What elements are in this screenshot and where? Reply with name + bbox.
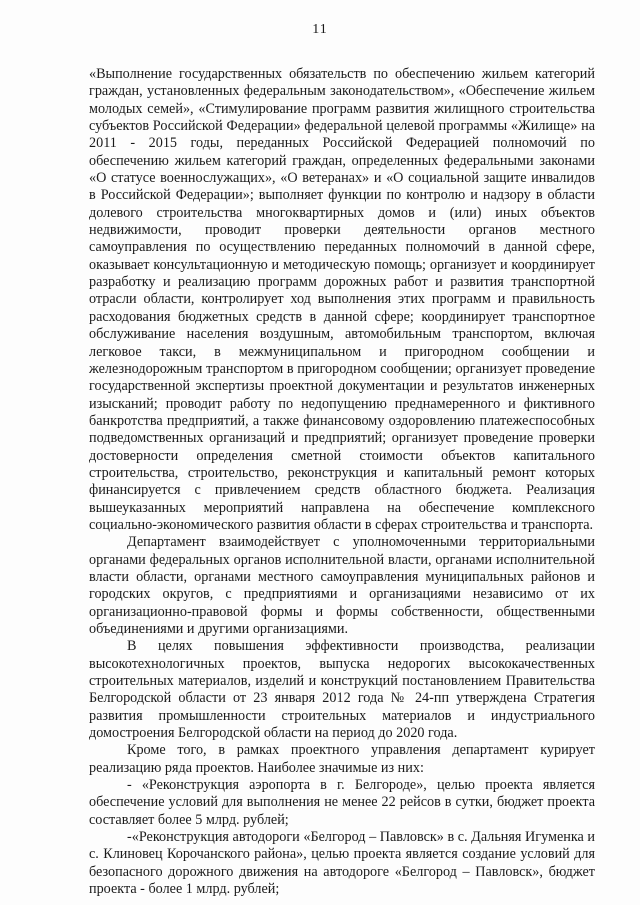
paragraph-department-interaction: Департамент взаимодействует с уполномоченными территориальными органами федеральных органов исполнительной власти, органами исполнительной власти области, органами местного самоуправления муниципальных районов и городских округов, с предприятиями и организациями независимо от их организационно-правовой формы и формы собственности, общественными объединениями и другими организациями.: [89, 534, 595, 637]
list-item-road-project: -«Реконструкция автодороги «Белгород – Павловск» в с. Дальняя Игуменка и с. Клиновец Корочанского района», целью проекта является создание условий для безопасного дорожного движения на автодороге «Белгород – Павловск», бюджет проекта - более 1 млрд. рублей;: [89, 829, 595, 898]
page-number: 11: [312, 22, 328, 37]
paragraph-projects-intro: Кроме того, в рамках проектного управления департамент курирует реализацию ряда проектов. Наиболее значимые из них:: [89, 742, 595, 776]
document-body: [89, 66, 595, 899]
paragraph-strategy: В целях повышения эффективности производства, реализации высокотехнологичных проектов, выпуска недорогих высококачественных строительных материалов, изделий и конструкций постановлением Правительства Белгородской области от 23 января 2012 года № 24-пп утверждена Стратегия развития промышленности строительных материалов и индустриального домостроения Белгородской области на период до 2020 года.: [89, 638, 595, 742]
paragraph-continuation: «Выполнение государственных обязательств по обеспечению жильем категорий граждан, установленных федеральным законодательством», «Обеспечение жильем молодых семей», «Стимулирование программ развития жилищного строительства субъектов Российской Федерации» федеральной целевой программы «Жилище» на 2011 - 2015 годы, переданных Российской Федерацией полномочий по обеспечению жильем категорий граждан, определенных федеральными законами «О статусе военнослужащих», «О ветеранах» и «О социальной защите инвалидов в Российской Федерации»; выполняет функции по контролю и надзору в области долевого строительства многоквартирных домов и (или) иных объектов недвижимости, проводит проверки деятельности органов местного самоуправления по осуществлению переданных полномочий в данной сфере, оказывает консультационную и методическую помощь; организует и координирует разработку и реализацию программ дорожных работ и развития транспортной отрасли области, контролирует ход выполнения этих программ и правильность расходования бюджетных средств в данной сфере; координирует транспортное обслуживание населения воздушным, автомобильным транспортом, включая легковое такси, в межмуниципальном и пригородном сообщении и железнодорожным транспортом в пригородном сообщении; организует проведение государственной экспертизы проектной документации и результатов инженерных изысканий; проводит работу по недопущению преднамеренного и фиктивного банкротства предприятий, а также финансовому оздоровлению платежеспособных подведомственных организаций и предприятий; организует проведение проверки достоверности определения сметной стоимости объектов капитального строительства, строительство, реконструкция и капитальный ремонт которых финансируется с привлечением средств областного бюджета. Реализация вышеуказанных мероприятий направлена на обеспечение комплексного социально-экономического развития области в сферах строительства и транспорта.: [89, 66, 595, 533]
list-item-airport-project: - «Реконструкция аэропорта в г. Белгороде», целью проекта является обеспечение условий для выполнения не менее 22 рейсов в сутки, бюджет проекта составляет более 5 млрд. рублей;: [89, 777, 595, 828]
